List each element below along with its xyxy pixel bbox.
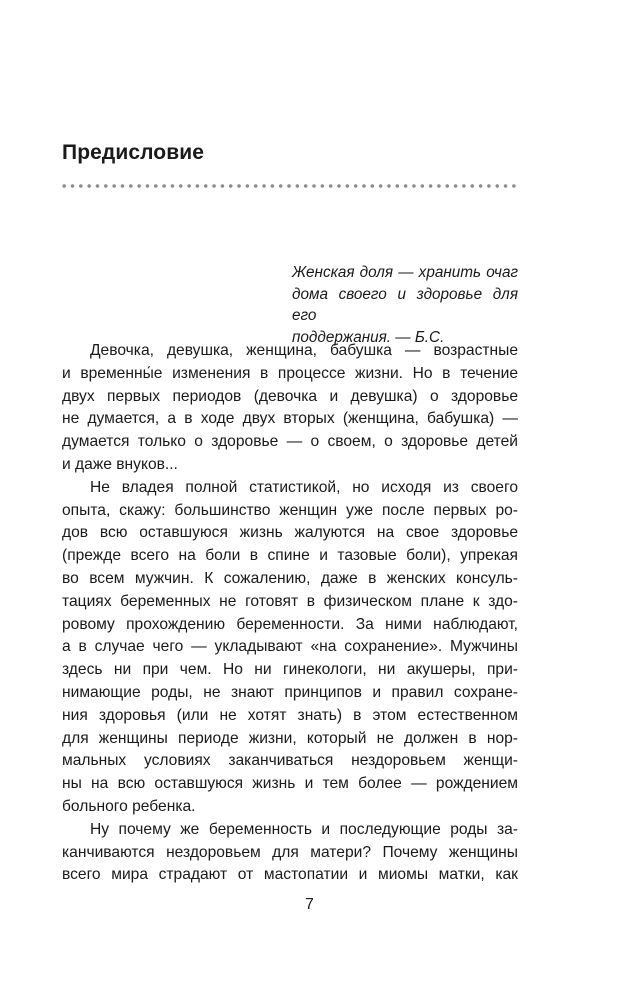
paragraph-line: ны на всю оставшуюся жизнь и тем более — рождением xyxy=(62,775,518,793)
dotted-divider xyxy=(60,183,518,189)
paragraph-line: ния здоровья (или не хотят знать) в этом естественном xyxy=(62,706,518,724)
epigraph-line: дома своего и здоровье для его xyxy=(292,285,518,324)
paragraph-line: больного ребенка. xyxy=(62,797,196,815)
page-title: Предисловие xyxy=(62,141,205,164)
paragraph-line: Не владея полной статистикой, но исходя из своего xyxy=(90,478,518,496)
paragraph-line: дов всю оставшуюся жизнь жалуются на свое здоровье xyxy=(62,524,518,542)
paragraph-line: здесь ни при чем. Но ни гинекологи, ни акушеры, при- xyxy=(62,661,518,679)
paragraph-line: и даже внуков... xyxy=(62,455,178,473)
paragraph-line: а в случае чего — укладывают «на сохранение». Мужчины xyxy=(62,638,518,656)
paragraph-line: Девочка, девушка, женщина, бабушка — возрастные xyxy=(90,342,518,359)
paragraph-line: двух первых периодов (девочка и девушка) о здоровье xyxy=(62,387,518,405)
paragraph-line: и временны́е изменения в процессе жизни. Но в течение xyxy=(62,364,518,382)
paragraph-line: канчиваются нездоровьем для матери? Почему женщины xyxy=(62,843,518,861)
paragraph-line: во всем мужчин. К сожалению, даже в женских консуль- xyxy=(62,569,518,587)
paragraph-line: тациях беременных не готовят в физическом плане к здо- xyxy=(62,592,518,610)
epigraph-line: Женская доля — хранить очаг xyxy=(292,264,518,281)
epigraph xyxy=(292,262,518,348)
body-text xyxy=(62,340,518,887)
paragraph-line: мальных условиях заканчиваться нездоровьем женщи- xyxy=(62,752,518,770)
paragraph-line: (прежде всего на боли в спине и тазовые боли), упрекая xyxy=(62,547,518,565)
paragraph-line: всего мира страдают от мастопатии и миомы матки, как xyxy=(62,866,518,884)
paragraph-line: Ну почему же беременность и последующие роды за- xyxy=(90,820,518,838)
paragraph-line: опыта, скажу: большинство женщин уже после первых ро- xyxy=(62,501,518,519)
paragraph-line: нимающие роды, не знают принципов и правил сохране- xyxy=(62,683,518,701)
paragraph-line: ровому прохождению беременности. За ними наблюдают, xyxy=(62,615,518,633)
paragraph-line: думается только о здоровье — о своем, о здоровье детей xyxy=(62,433,518,451)
paragraph-line: не думается, а в ходе двух вторых (женщина, бабушка) — xyxy=(62,410,518,428)
page-number: 7 xyxy=(305,896,314,913)
paragraph-line: для женщины периоде жизни, который не должен в нор- xyxy=(62,729,518,747)
epigraph-line: поддержания. — Б.С. xyxy=(292,328,445,346)
